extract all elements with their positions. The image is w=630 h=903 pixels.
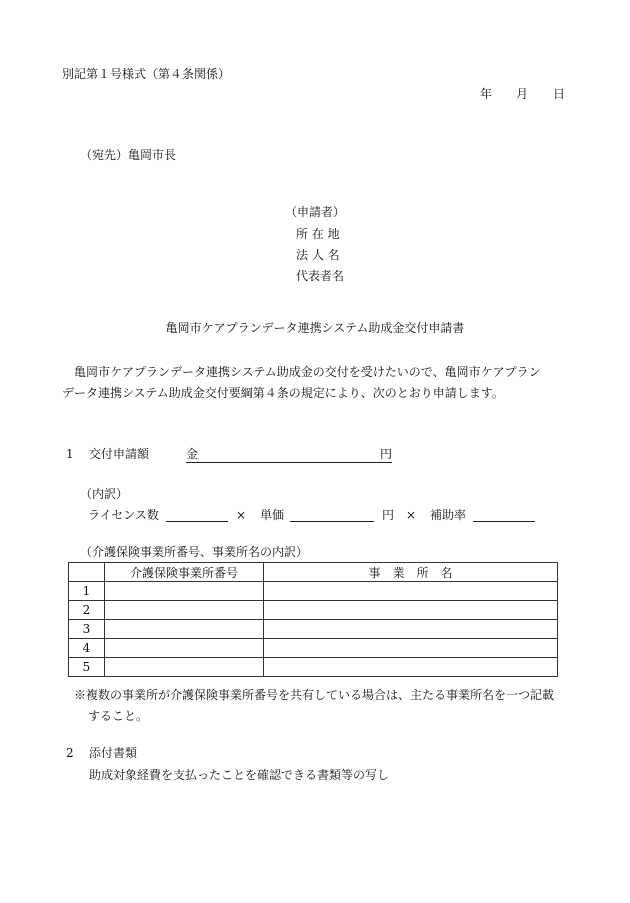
row-number: 4 (69, 639, 105, 658)
office-table-header-row (69, 563, 558, 582)
section2-label: 添付書類 (89, 746, 138, 760)
section1-label: 交付申請額 (89, 447, 150, 461)
row-number: 1 (69, 582, 105, 601)
office-number-cell[interactable] (105, 601, 264, 620)
section2-content: 助成対象経費を支払ったことを確認できる書類等の写し (89, 768, 390, 782)
breakdown-heading: （内訳） (80, 487, 129, 501)
header-office-name: 事 業 所 名 (264, 563, 558, 582)
section1-number: 1 (66, 447, 74, 461)
row-number: 3 (69, 620, 105, 639)
license-count-label: ライセンス数 (88, 508, 159, 522)
header-office-number: 介護保険事業所番号 (105, 563, 264, 582)
section2-number: 2 (66, 746, 74, 760)
office-number-cell[interactable] (105, 582, 264, 601)
amount-field[interactable] (186, 446, 392, 463)
applicant-address-label: 所 在 地 (296, 227, 340, 241)
subsidy-rate-field[interactable] (473, 507, 535, 522)
office-name-cell[interactable] (264, 658, 558, 677)
note-line-1: ※複数の事業所が介護保険事業所番号を共有している場合は、主たる事業所名を一つ記載 (74, 688, 555, 702)
header-blank (69, 563, 105, 582)
unit-price-label: 単価 (260, 508, 285, 522)
date-year-label: 年 (480, 87, 493, 101)
office-number-cell[interactable] (105, 658, 264, 677)
amount-suffix: 円 (379, 447, 392, 461)
subsidy-rate-label: 補助率 (430, 508, 467, 522)
table-row (69, 582, 558, 601)
row-number: 5 (69, 658, 105, 677)
applicant-representative-label: 代表者名 (296, 269, 345, 283)
office-table (68, 562, 558, 677)
form-reference: 別記第１号様式（第４条関係） (62, 67, 231, 81)
addressee: （宛先）亀岡市長 (80, 148, 177, 162)
amount-prefix: 金 (186, 447, 199, 461)
table-row (69, 658, 558, 677)
intro-line-2: データ連携システム助成金交付要綱第４条の規定により、次のとおり申請します。 (62, 386, 504, 400)
unit-price-field[interactable] (290, 507, 374, 522)
office-number-cell[interactable] (105, 639, 264, 658)
date-month-label: 月 (516, 87, 529, 101)
date-day-label: 日 (553, 87, 566, 101)
note-line-2: すること。 (88, 709, 149, 723)
unit-price-yen: 円 (382, 508, 395, 522)
office-number-cell[interactable] (105, 620, 264, 639)
office-name-cell[interactable] (264, 601, 558, 620)
applicant-heading: （申請者） (285, 205, 346, 219)
office-name-cell[interactable] (264, 620, 558, 639)
table-row (69, 639, 558, 658)
office-name-cell[interactable] (264, 639, 558, 658)
document-title: 亀岡市ケアプランデータ連携システム助成金交付申請書 (165, 321, 465, 335)
license-count-field[interactable] (166, 507, 228, 522)
row-number: 2 (69, 601, 105, 620)
multiply-sign-1: × (236, 508, 247, 522)
table-row (69, 601, 558, 620)
intro-line-1: 亀岡市ケアプランデータ連携システム助成金の交付を受けたいので、亀岡市ケアプラン (74, 365, 541, 379)
office-table-heading: （介護保険事業所番号、事業所名の内訳） (80, 545, 309, 559)
office-name-cell[interactable] (264, 582, 558, 601)
applicant-corp-name-label: 法 人 名 (296, 248, 340, 262)
multiply-sign-2: × (406, 508, 417, 522)
table-row (69, 620, 558, 639)
